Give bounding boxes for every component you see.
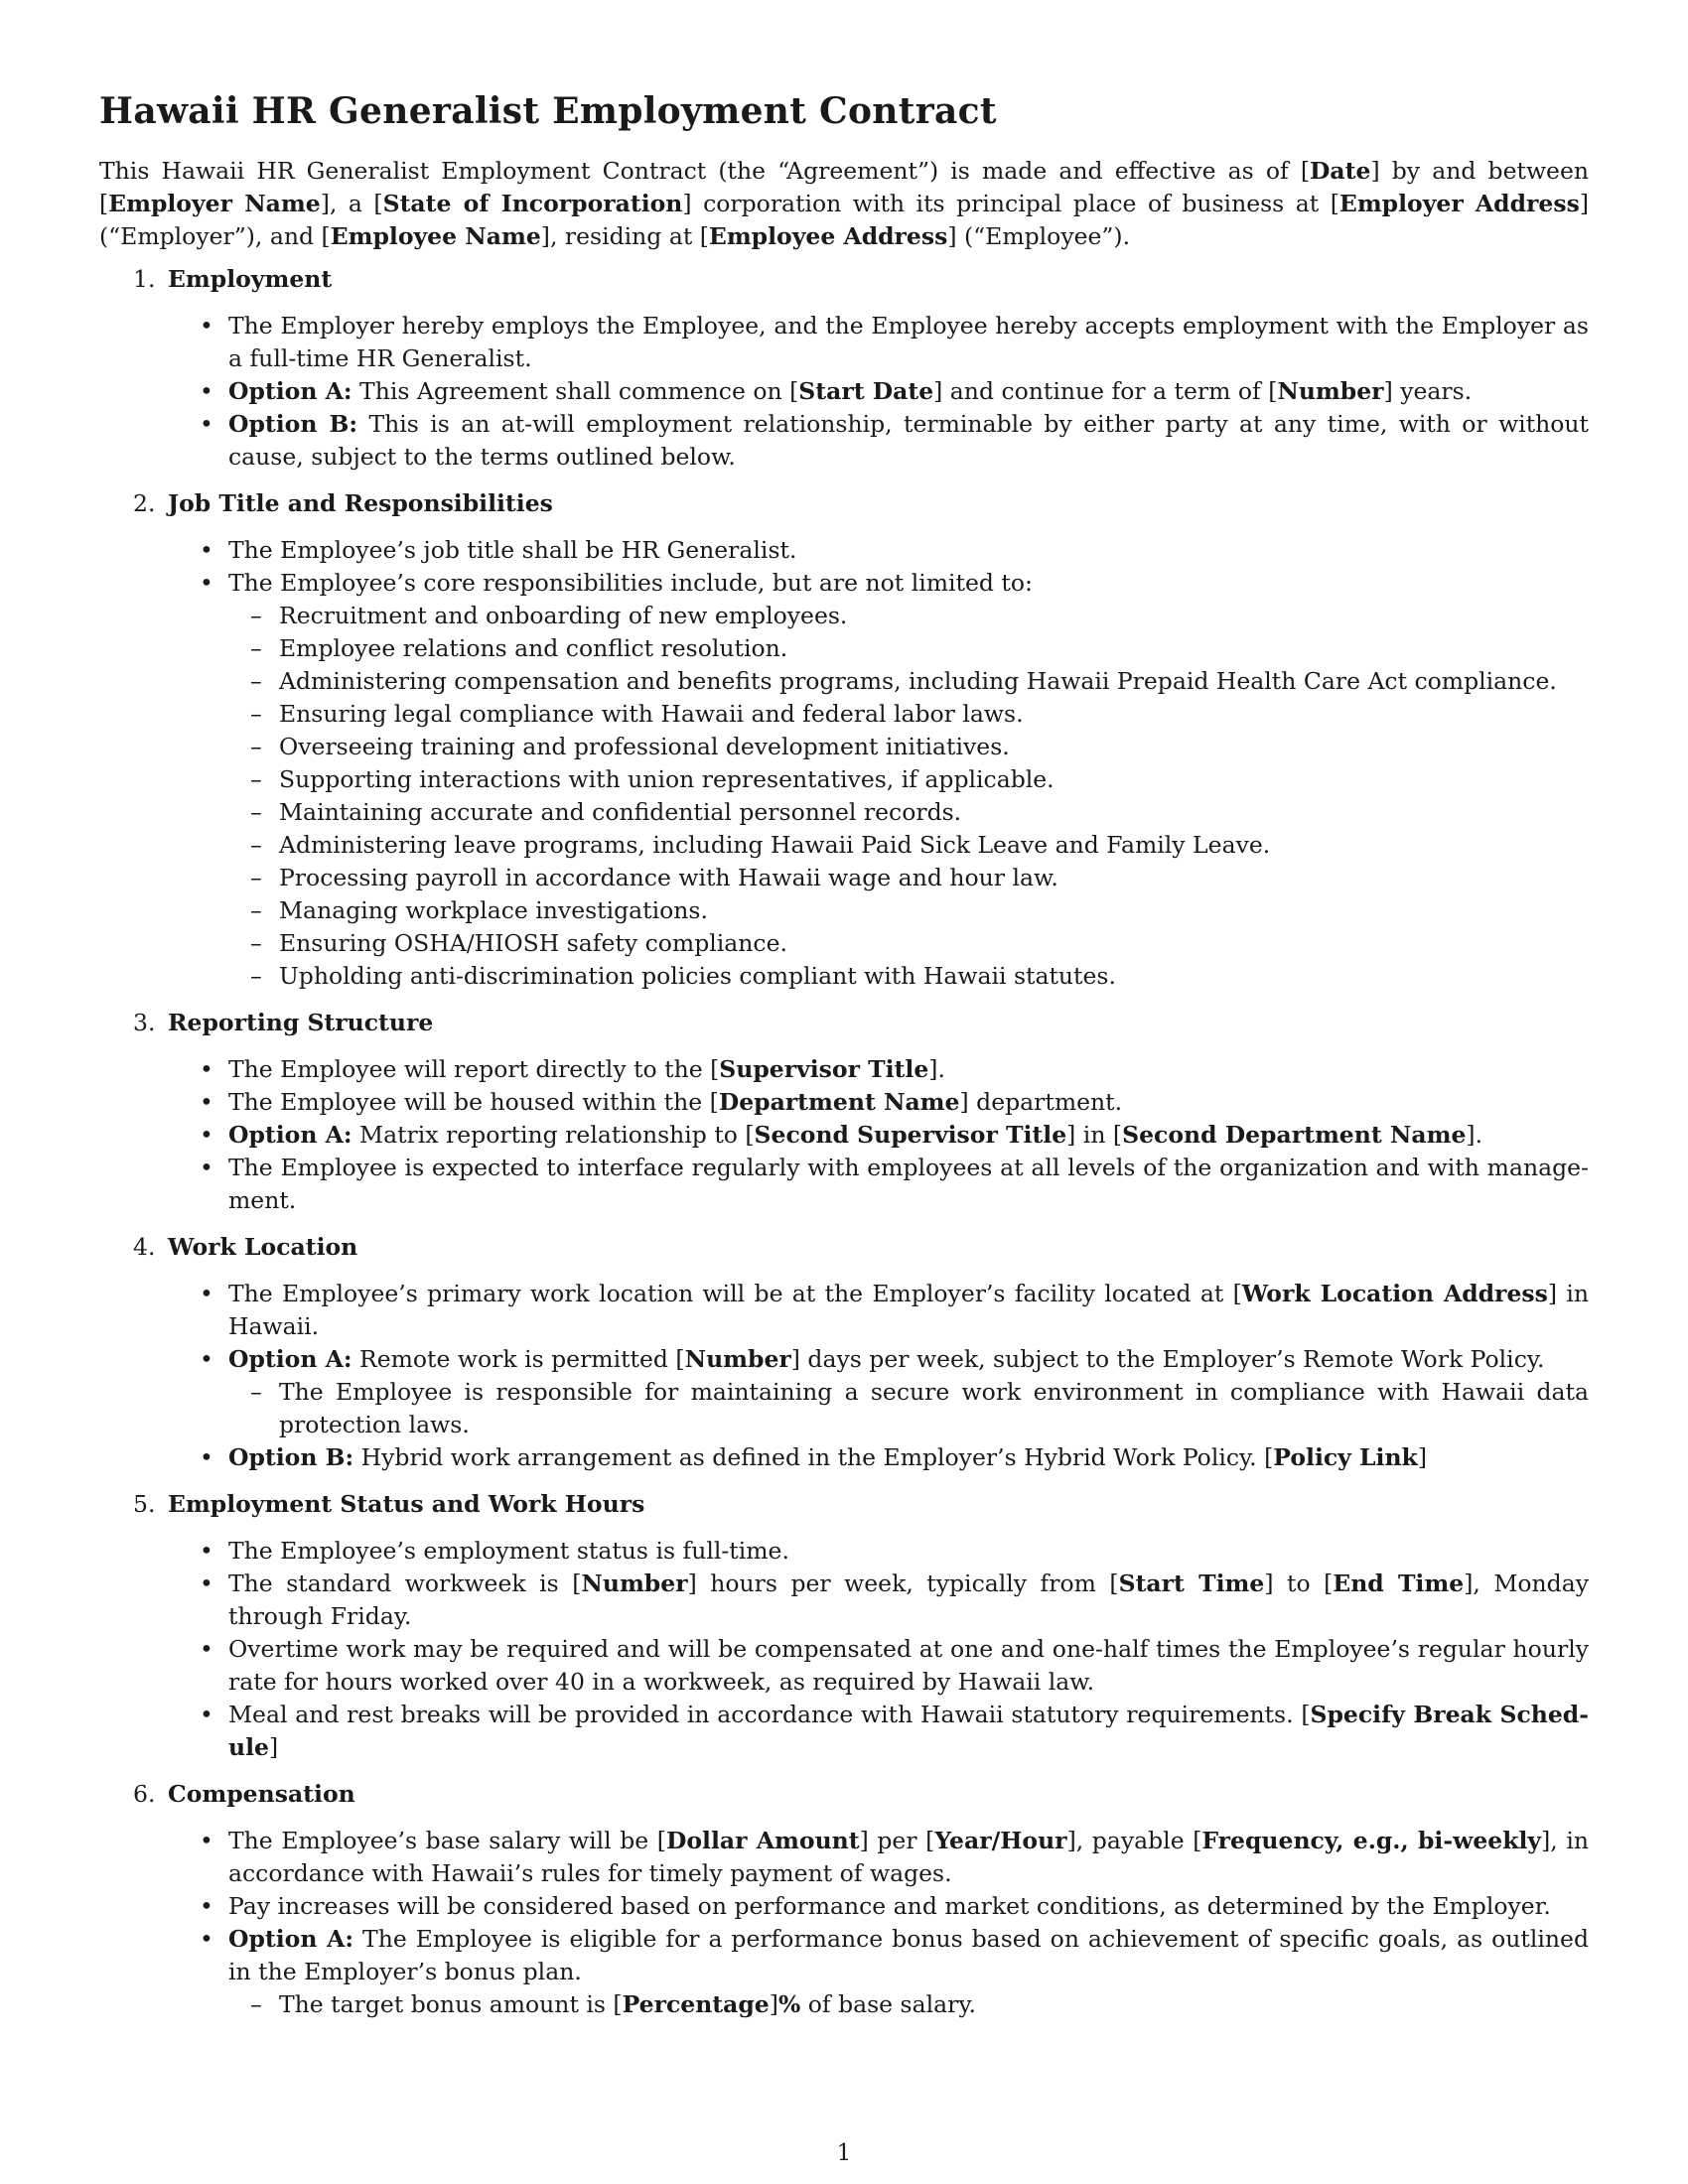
bullet-item (168, 1825, 1589, 1890)
section-compensation (99, 1778, 1589, 2021)
bullet-item (168, 1699, 1589, 1764)
section-heading: Job Title and Responsibilities (168, 489, 553, 517)
placeholder-number: Number (684, 1345, 791, 1373)
dash-item: – Recruitment and onboarding of new employees. (228, 600, 1589, 632)
bullet-text: The Employer hereby employs the Employee, and the Employee hereby accepts employment with the Employer as a full-time HR Generalist. (228, 312, 1589, 372)
bullet-list (168, 1825, 1589, 2021)
placeholder-employee-address: Employee Address (708, 222, 948, 250)
dash-item: – Ensuring legal compliance with Hawaii and federal labor laws. (228, 698, 1589, 731)
dash-item: – Managing workplace investigations. (228, 894, 1589, 927)
section-work-hours (99, 1488, 1589, 1764)
bullet-list (168, 534, 1589, 993)
dash-item: – Ensuring OSHA/HIOSH safety compliance. (228, 927, 1589, 960)
section-heading: Employment (168, 265, 333, 293)
bullet-item (168, 1923, 1589, 2021)
placeholder-supervisor-title: Supervisor Title (719, 1055, 929, 1083)
bullet-text: ] to [ (1264, 1570, 1334, 1597)
section-number: 6. (133, 1780, 156, 1808)
bullet-text: The Employee’s employment status is full-time. (228, 1537, 789, 1565)
document-page (99, 60, 1589, 2035)
option-label: Option B: (228, 1443, 354, 1471)
dash-list (228, 600, 1589, 993)
bullet-text: ] in Hawaii. (228, 1280, 1590, 1340)
bullet-item (168, 375, 1589, 408)
dash-text: ] (769, 1990, 778, 2018)
placeholder-dollar-amount: Dollar Amount (665, 1827, 860, 1854)
bullet-item (168, 1568, 1589, 1633)
bullet-text: ] (1417, 1443, 1428, 1471)
bullet-text: Meal and rest breaks will be provided in accordance with Hawaii statutory requirements. [ (228, 1701, 1311, 1728)
bullet-item (168, 534, 1589, 567)
placeholder-pay-period: Year/Hour (934, 1827, 1067, 1854)
option-label: Option A: (228, 1925, 354, 1953)
bullet-text: The Employee will report directly to the [ (228, 1055, 720, 1083)
bullet-item (168, 1086, 1589, 1119)
bullet-item (168, 310, 1589, 375)
dash-item: – Administering compensation and benefits programs, including Hawaii Prepaid Health Care Act compliance. (228, 665, 1589, 698)
section-number: 1. (133, 265, 156, 293)
bullet-item (168, 1119, 1589, 1152)
placeholder-second-supervisor-title: Second Supervisor Title (754, 1121, 1067, 1149)
placeholder-employer-name: Employer Name (108, 190, 321, 217)
bullet-text: Overtime work may be required and will be compensated at one and one-half times the Employee’s regular hourly rate for hours worked over 40 in a workweek, as required by Hawaii law. (228, 1635, 1589, 1696)
section-heading: Reporting Structure (168, 1009, 434, 1036)
placeholder-start-time: Start Time (1118, 1570, 1265, 1597)
placeholder-number: Number (581, 1570, 688, 1597)
bullet-text: ], payable [ (1066, 1827, 1202, 1854)
bullet-text: The Employee is eligible for a performance bonus based on achievement of specific goals, as outlined in the Employer’s bonus plan. (228, 1925, 1589, 1985)
placeholder-end-time: End Time (1333, 1570, 1465, 1597)
section-work-location (99, 1231, 1589, 1474)
bullet-text: ] (268, 1733, 279, 1761)
option-label: Option A: (228, 1345, 352, 1373)
bullet-text: ] department. (959, 1088, 1123, 1116)
section-heading: Work Location (168, 1233, 358, 1261)
bullet-text: Hybrid work arrangement as defined in the Employer’s Hybrid Work Policy. [ (353, 1443, 1274, 1471)
bullet-item (168, 1535, 1589, 1568)
bullet-text: The Employee will be housed within the [ (228, 1088, 719, 1116)
dash-item: – Employee relations and conflict resolution. (228, 632, 1589, 665)
page-number: 1 (836, 2140, 852, 2166)
bullet-text: The standard workweek is [ (228, 1570, 582, 1597)
bullet-text: Pay increases will be considered based on performance and market conditions, as determined by the Employer. (228, 1892, 1551, 1920)
bullet-text: The Employee’s job title shall be HR Generalist. (228, 536, 797, 564)
dash-item: – The Employee is responsible for maintaining a secure work environment in compliance with Hawaii data protection laws. (228, 1376, 1589, 1441)
bullet-item (168, 567, 1589, 993)
bullet-text: ], Monday through Friday. (228, 1570, 1590, 1630)
placeholder-second-department-name: Second Department Name (1122, 1121, 1467, 1149)
option-label: Option B: (228, 410, 358, 438)
bullet-text: ] per [ (859, 1827, 935, 1854)
placeholder-employer-address: Employer Address (1338, 190, 1580, 217)
section-employment (99, 263, 1589, 474)
dash-text: of base salary. (800, 1990, 977, 2018)
section-number: 3. (133, 1009, 156, 1036)
intro-text: This Hawaii HR Generalist Employment Contract (the “Agreement”) is made and effective as of [ (99, 157, 1311, 185)
dash-list (228, 1988, 1589, 2021)
dash-item: – Maintaining accurate and confidential personnel records. (228, 796, 1589, 829)
bullet-list (168, 1278, 1589, 1474)
placeholder-work-location-address: Work Location Address (1241, 1280, 1548, 1307)
bullet-text: ]. (928, 1055, 945, 1083)
placeholder-state: State of Incorporation (382, 190, 683, 217)
bullet-text: This is an at-will employment relationship, terminable by either party at any time, with or without cause, subject to the terms outlined below. (228, 410, 1590, 471)
bullet-item (168, 1152, 1589, 1217)
section-heading: Employment Status and Work Hours (168, 1490, 645, 1518)
bullet-text: ] in [ (1066, 1121, 1123, 1149)
bullet-text: Remote work is permitted [ (352, 1345, 685, 1373)
bullet-item (168, 1053, 1589, 1086)
bullet-item (168, 408, 1589, 474)
bullet-list (168, 1053, 1589, 1217)
placeholder-date: Date (1310, 157, 1371, 185)
bullet-text: ] hours per week, typically from [ (687, 1570, 1119, 1597)
document-title: Hawaii HR Generalist Employment Contract (99, 90, 997, 132)
bullet-item (168, 1441, 1589, 1474)
bullet-text: The Employee is expected to interface regularly with employees at all levels of the organization and with manage-ment. (228, 1154, 1589, 1214)
option-label: Option A: (228, 377, 352, 405)
placeholder-policy-link: Policy Link (1273, 1443, 1418, 1471)
placeholder-number: Number (1277, 377, 1384, 405)
bullet-list (168, 310, 1589, 474)
bullet-text: ], in accordance with Hawaii’s rules for timely payment of wages. (228, 1827, 1589, 1887)
section-number: 5. (133, 1490, 156, 1518)
placeholder-employee-name: Employee Name (330, 222, 541, 250)
placeholder-department-name: Department Name (718, 1088, 960, 1116)
bullet-text: ] and continue for a term of [ (933, 377, 1278, 405)
intro-paragraph (99, 155, 1589, 253)
dash-text: The target bonus amount is [ (279, 1990, 623, 2018)
bullet-text: ] days per week, subject to the Employer’s Remote Work Policy. (790, 1345, 1545, 1373)
intro-text: ] (“Employer”), and [ (99, 190, 1589, 250)
section-number: 4. (133, 1233, 156, 1261)
section-number: 2. (133, 489, 156, 517)
placeholder-break-schedule: Specify Break Sched-ule (228, 1701, 1589, 1761)
dash-item: – Overseeing training and professional development initiatives. (228, 731, 1589, 763)
option-label: Option A: (228, 1121, 352, 1149)
dash-list (228, 1376, 1589, 1441)
dash-item: – Supporting interactions with union representatives, if applicable. (228, 763, 1589, 796)
section-list (99, 263, 1589, 2021)
dash-item: – Processing payroll in accordance with Hawaii wage and hour law. (228, 862, 1589, 894)
intro-text: ], a [ (320, 190, 383, 217)
placeholder-percentage: Percentage (622, 1990, 770, 2018)
bullet-text: ]. (1466, 1121, 1483, 1149)
bullet-item (168, 1278, 1589, 1343)
placeholder-start-date: Start Date (798, 377, 934, 405)
bullet-item (168, 1343, 1589, 1441)
bullet-text: The Employee’s primary work location will be at the Employer’s facility located at [ (228, 1280, 1242, 1307)
section-job-title (99, 487, 1589, 993)
bullet-text: The Employee’s base salary will be [ (228, 1827, 666, 1854)
bullet-text: Matrix reporting relationship to [ (352, 1121, 755, 1149)
dash-item (228, 1988, 1589, 2021)
intro-text: ] (“Employee”). (947, 222, 1131, 250)
dash-item: – Upholding anti-discrimination policies compliant with Hawaii statutes. (228, 960, 1589, 993)
dash-item: – Administering leave programs, including Hawaii Paid Sick Leave and Family Leave. (228, 829, 1589, 862)
percent-sign: % (777, 1990, 801, 2018)
intro-text: ] corporation with its principal place of business at [ (682, 190, 1339, 217)
bullet-list (168, 1535, 1589, 1764)
placeholder-frequency: Frequency, e.g., bi-weekly (1201, 1827, 1542, 1854)
section-heading: Compensation (168, 1780, 355, 1808)
intro-text: ], residing at [ (540, 222, 709, 250)
bullet-item (168, 1633, 1589, 1699)
bullet-item (168, 1890, 1589, 1923)
bullet-text: This Agreement shall commence on [ (352, 377, 799, 405)
bullet-text: ] years. (1383, 377, 1473, 405)
bullet-text: The Employee’s core responsibilities include, but are not limited to: (228, 569, 1033, 597)
intro-text: ] by and between [ (99, 157, 1590, 217)
section-reporting-structure (99, 1007, 1589, 1217)
